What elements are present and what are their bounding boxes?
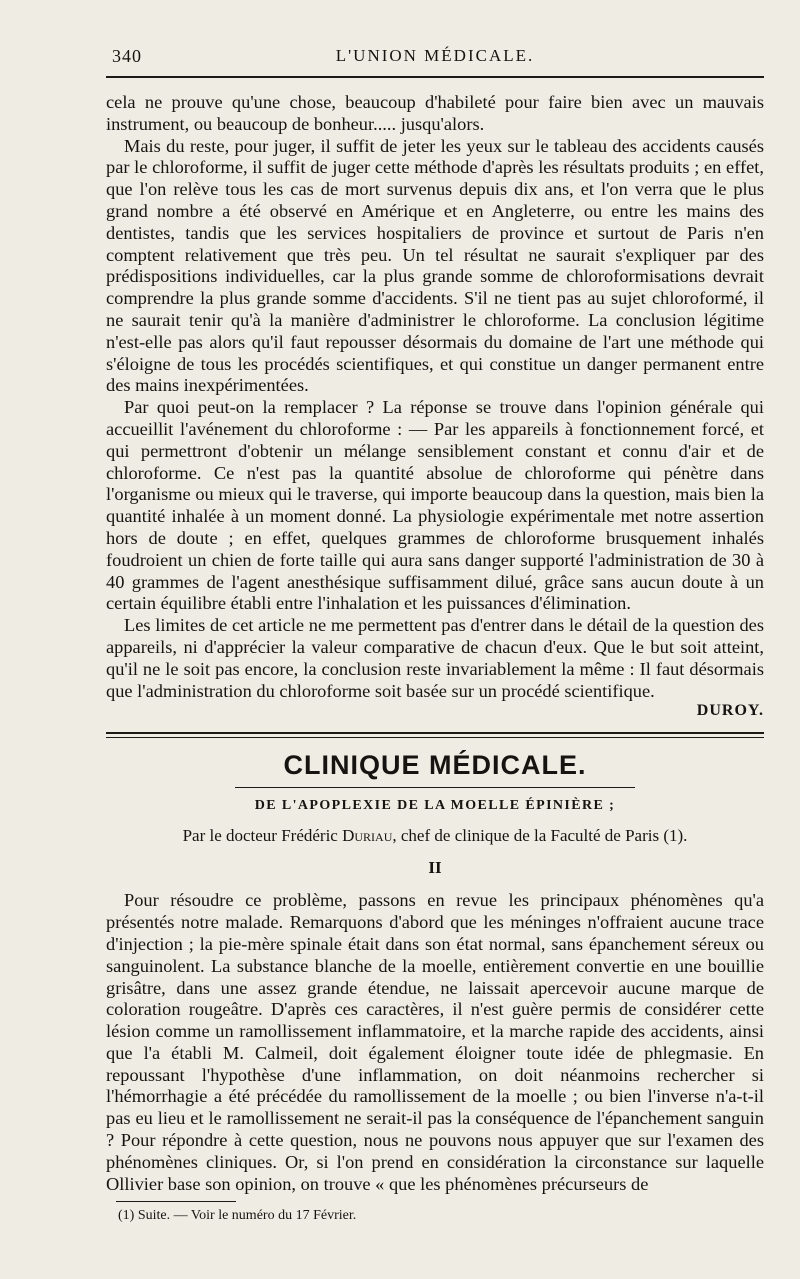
running-head bbox=[106, 40, 764, 70]
paragraph: Les limites de cet article ne me permettent pas d'entrer dans le détail de la question des appareils, ni d'apprécier la valeur comparative de chacun d'eux. Que le but soit atteint, qu'il ne le soit pas encore, la conclusion reste invariablement la même : Il faut désormais que l'administration du chloroforme soit basée sur un procédé scientifique. bbox=[106, 615, 764, 701]
section-divider bbox=[106, 732, 764, 738]
paragraph: cela ne prouve qu'une chose, beaucoup d'habileté pour faire bien avec un mauvais instrument, ou beaucoup de bonheur..... jusqu'alors. bbox=[106, 92, 764, 134]
first-article bbox=[106, 92, 764, 702]
byline-prefix: Par le docteur Frédéric bbox=[182, 826, 343, 846]
second-article bbox=[106, 890, 764, 1195]
journal-title: L'UNION MÉDICALE. bbox=[335, 46, 535, 65]
byline-suffix: , chef de clinique de la Faculté de Paris (1). bbox=[392, 826, 688, 846]
part-number: II bbox=[428, 858, 442, 878]
byline bbox=[106, 826, 764, 846]
page-number: 340 bbox=[112, 46, 142, 66]
header-rule bbox=[106, 76, 764, 78]
paragraph: Pour résoudre ce problème, passons en revue les principaux phénomènes qu'a présentés notre malade. Remarquons d'abord que les méninges n'offraient aucune trace d'injection ; la pie-mère spinale était dans son état normal, sans épanchement séreux ou sanguinolent. La substance blanche de la moelle, entièrement convertie en une bouillie grisâtre, dans une assez grande étendue, ne laissait apercevoir aucune marque de coloration rougeâtre. D'après ces caractères, il n'est guère permis de considérer cette lésion comme un ramollissement inflammatoire, et la marche rapide des accidents, ainsi que l'a établi M. Calmeil, doit également éloigner toute idée de phlegmasie. En repoussant l'hypothèse d'une inflammation, on doit néanmoins rechercher si l'hémorrhagie a été précédée du ramollissement de la moelle ; ou bien l'inverse n'a-t-il pas eu lieu et le ramollissement ne serait-il pas la conséquence de l'épanchement sanguin ? Pour répondre à cette question, nous ne pouvons nous appuyer que sur l'examen des phénomènes cliniques. Or, si l'on prend en considération la circonstance sur laquelle Ollivier base son opinion, on trouve « que les phénomènes précurseurs de bbox=[106, 890, 764, 1194]
section-title: CLINIQUE MÉDICALE. bbox=[283, 750, 587, 781]
author-signature: DUROY. bbox=[696, 702, 764, 720]
title-rule bbox=[235, 787, 635, 788]
paragraph: Mais du reste, pour juger, il suffit de jeter les yeux sur le tableau des accidents causés par le chloroforme, il suffit de juger cette méthode d'après les résultats produits ; en effet, que l'on relève tous les cas de mort survenus depuis dix ans, et l'on verra que le plus grand nombre a été observé en Amérique et en Angleterre, ou entre les mains des dentistes, tandis que les services hospitaliers de province et surtout de Paris n'en comptent relativement que très peu. Un tel résultat ne saurait s'expliquer par des prédispositions individuelles, car la plus grande somme de chloroformisations devrait comprendre la plus grande somme d'accidents. S'il ne tient pas au sujet chloroformé, il ne saurait tenir qu'à la manière d'administrer le chloroforme. La conclusion légitime n'est-elle pas alors qu'il faut repousser désormais du domaine de l'art une méthode qui s'éloigne de tous les procédés scientifiques, et qui constitue un danger permanent entre des mains inexpérimentées. bbox=[106, 135, 764, 396]
footnote-rule bbox=[116, 1201, 236, 1202]
paragraph: Par quoi peut-on la remplacer ? La réponse se trouve dans l'opinion générale qui accueillit l'avénement du chloroforme : — Par les appareils à fonctionnement forcé, et qui permettront d'obtenir un mélange sensiblement constant et connu d'air et de chloroforme. Ce n'est pas la quantité absolue de chloroforme qui pénètre dans l'organisme ou mieux qui le traverse, qui importe beaucoup dans la question, mais bien la quantité inhalée à un moment donné. La physiologie expérimentale met notre assertion hors de doute ; en effet, quelques grammes de chloroforme brusquement inhalés foudroient un chien de forte taille qui aura sans danger supporté l'administration de 30 à 40 grammes de l'agent anesthésique suffisamment dilué, grâce sans aucun doute à un certain équilibre établi entre l'inhalation et les puissances d'élimination. bbox=[106, 397, 764, 614]
article-title: DE L'APOPLEXIE DE LA MOELLE ÉPINIÈRE ; bbox=[254, 798, 616, 814]
footnote: (1) Suite. — Voir le numéro du 17 Février. bbox=[118, 1208, 357, 1224]
author-name: Duriau bbox=[342, 826, 393, 846]
